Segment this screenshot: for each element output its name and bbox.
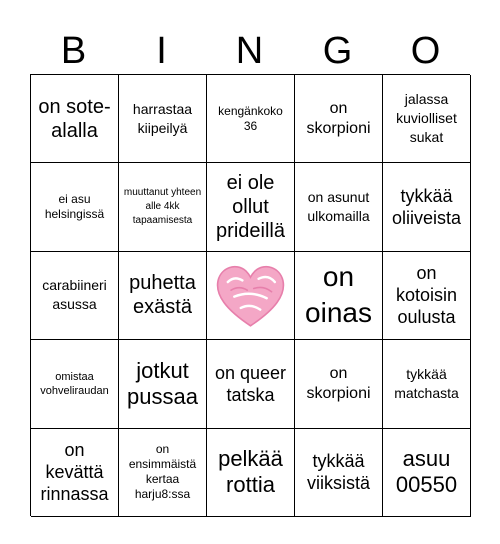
bingo-cell[interactable] [295,340,383,428]
cell-text: asuu 00550 [395,446,458,498]
bingo-cell[interactable] [383,75,471,163]
bingo-cell[interactable] [383,429,471,517]
cell-text: tykkää viiksistä [306,451,370,494]
cell-text: tykkää oliiveista [391,186,462,229]
bingo-cell[interactable] [31,252,119,340]
header-letter-i: I [156,30,168,72]
cell-text: on oinas [305,261,372,329]
bingo-cell[interactable] [119,75,207,163]
cell-text: jotkut pussaa [127,357,198,409]
free-space-cell[interactable] [207,252,295,340]
bingo-cell[interactable] [31,163,119,251]
cell-text: on kevättä rinnassa [40,440,109,505]
bingo-cell[interactable] [295,75,383,163]
bingo-cell[interactable] [31,340,119,428]
header-letter-n: N [235,30,265,72]
bingo-cell[interactable] [383,340,471,428]
cell-text: omistaa vohveliraudan [40,370,109,397]
header-letter-b: B [60,30,88,72]
cell-text: on queer tatska [214,362,287,405]
bingo-cell[interactable] [383,252,471,340]
cell-text: on skorpioni [306,99,371,137]
cell-text: ei ole ollut prideillä [216,172,285,243]
bingo-cell[interactable] [119,429,207,517]
bingo-cell[interactable] [383,163,471,251]
bingo-cell[interactable] [295,252,383,340]
bingo-cell[interactable] [207,340,295,428]
heart-logo-icon [210,254,291,336]
cell-text: muuttanut yhteen alle 4kk tapaamisesta [123,187,202,227]
bingo-grid [30,74,470,516]
cell-text: pelkää rottia [218,446,283,498]
bingo-cell[interactable] [119,340,207,428]
cell-text: carabiineri asussa [42,277,107,313]
cell-text: harrastaa kiipeilyä [132,100,193,136]
bingo-cell[interactable] [207,163,295,251]
cell-text: on ensimmäistä kertaa harju8:ssa [128,442,197,502]
bingo-cell[interactable] [207,75,295,163]
header-letter-g: G [322,30,354,72]
bingo-cell[interactable] [119,163,207,251]
bingo-cell[interactable] [295,429,383,517]
bingo-cell[interactable] [31,75,119,163]
bingo-cell[interactable] [295,163,383,251]
cell-text: puhetta exästä [129,272,196,319]
bingo-cell[interactable] [207,429,295,517]
bingo-cell[interactable] [119,252,207,340]
cell-text: on asunut ulkomailla [307,189,370,225]
bingo-cell[interactable] [31,429,119,517]
header-letter-o: O [410,30,442,72]
cell-text: jalassa kuviolliset sukat [396,91,457,146]
cell-text: ei asu helsingissä [44,192,105,222]
cell-text: on skorpioni [306,364,371,402]
cell-text: on sote-alalla [38,95,111,142]
cell-text: kengänkoko 36 [218,103,283,133]
bingo-header [30,28,470,74]
cell-text: tykkää matchasta [394,365,459,401]
cell-text: on kotoisin oulusta [395,263,458,328]
